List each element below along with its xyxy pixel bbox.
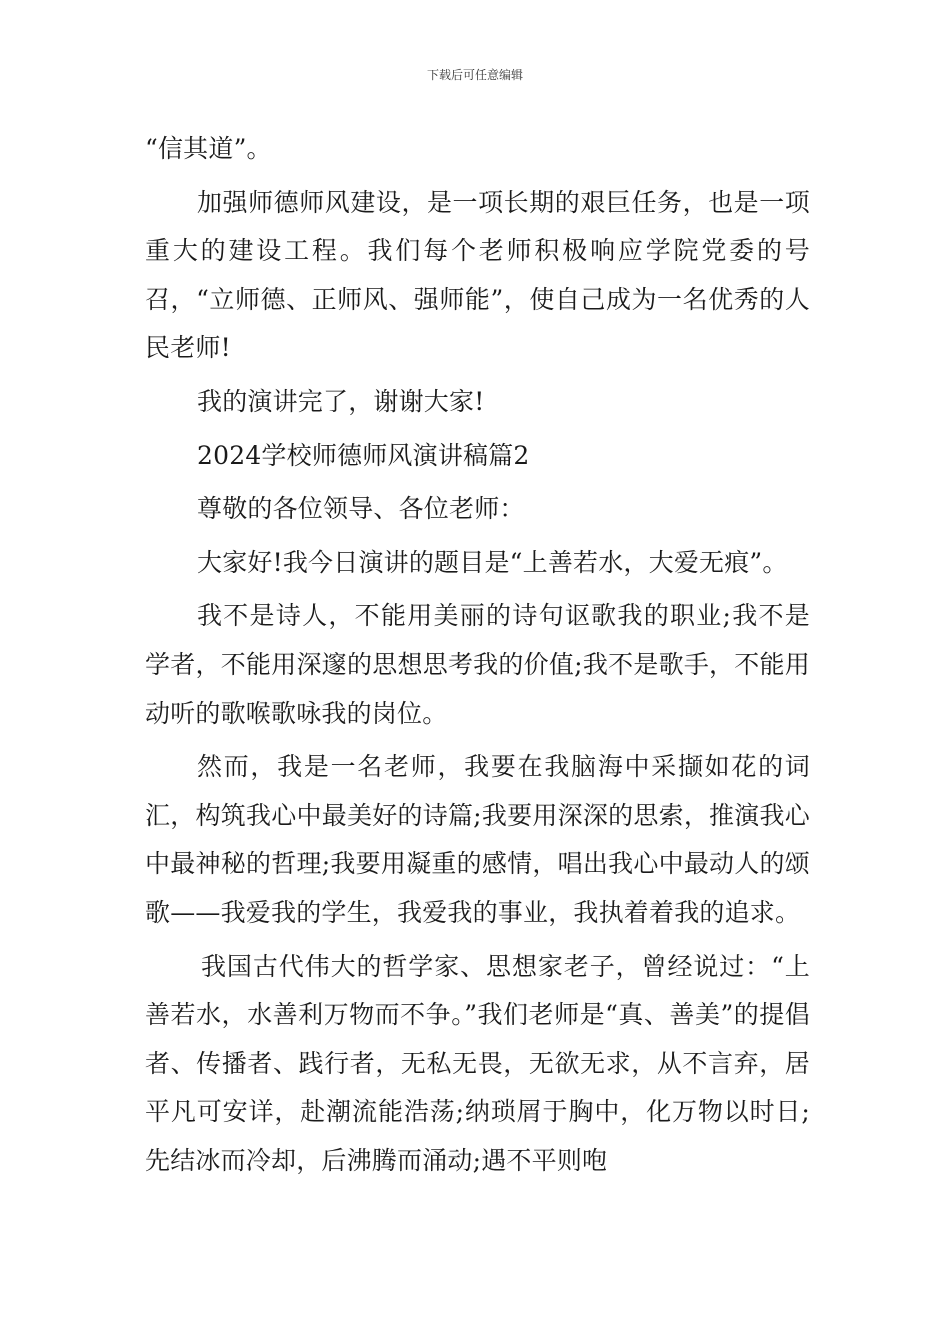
paragraph-however: 然而，我是一名老师，我要在我脑海中采撷如花的词汇，构筑我心中最美好的诗篇;我要用深深的思索，推演我心中最神秘的哲理;我要用凝重的感情，唱出我心中最动人的颂歌——我爱我的学生，我爱我的事业，我执着着我的追求。	[145, 752, 810, 927]
paragraph-speech-end: 我的演讲完了，谢谢大家!	[197, 386, 485, 416]
paragraph-teacher-ethics: 加强师德师风建设，是一项长期的艰巨任务，也是一项重大的建设工程。我们每个老师积极响应学院党委的号召，“立师德、正师风、强师能”，使自己成为一名优秀的人民老师!	[145, 187, 810, 363]
section-title: 2024学校师德师风演讲稿篇2	[197, 440, 530, 470]
document-body	[145, 125, 810, 1185]
paragraph-not-poet: 我不是诗人，不能用美丽的诗句讴歌我的职业;我不是学者，不能用深邃的思想思考我的价值;我不是歌手，不能用动听的歌喉歌咏我的岗位。	[145, 601, 810, 728]
paragraph-continuation: “信其道”。	[145, 134, 272, 163]
paragraph-topic: 大家好!我今日演讲的题目是“上善若水，大爱无痕”。	[197, 547, 788, 577]
paragraph-greeting: 尊敬的各位领导、各位老师：	[197, 494, 525, 524]
paragraph-laozi: 我国古代伟大的哲学家、思想家老子，曾经说过：“上善若水，水善利万物而不争。”我们老师是“真、善美”的提倡者、传播者、践行者，无私无畏，无欲无求，从不言弃，居平凡可安详，赴潮流能浩荡;纳琐屑于胸中，化万物以时日;先结冰而冷却，后沸腾而涌动;遇不平则咆	[145, 951, 810, 1175]
page-header-note: 下载后可任意编辑	[426, 68, 523, 82]
